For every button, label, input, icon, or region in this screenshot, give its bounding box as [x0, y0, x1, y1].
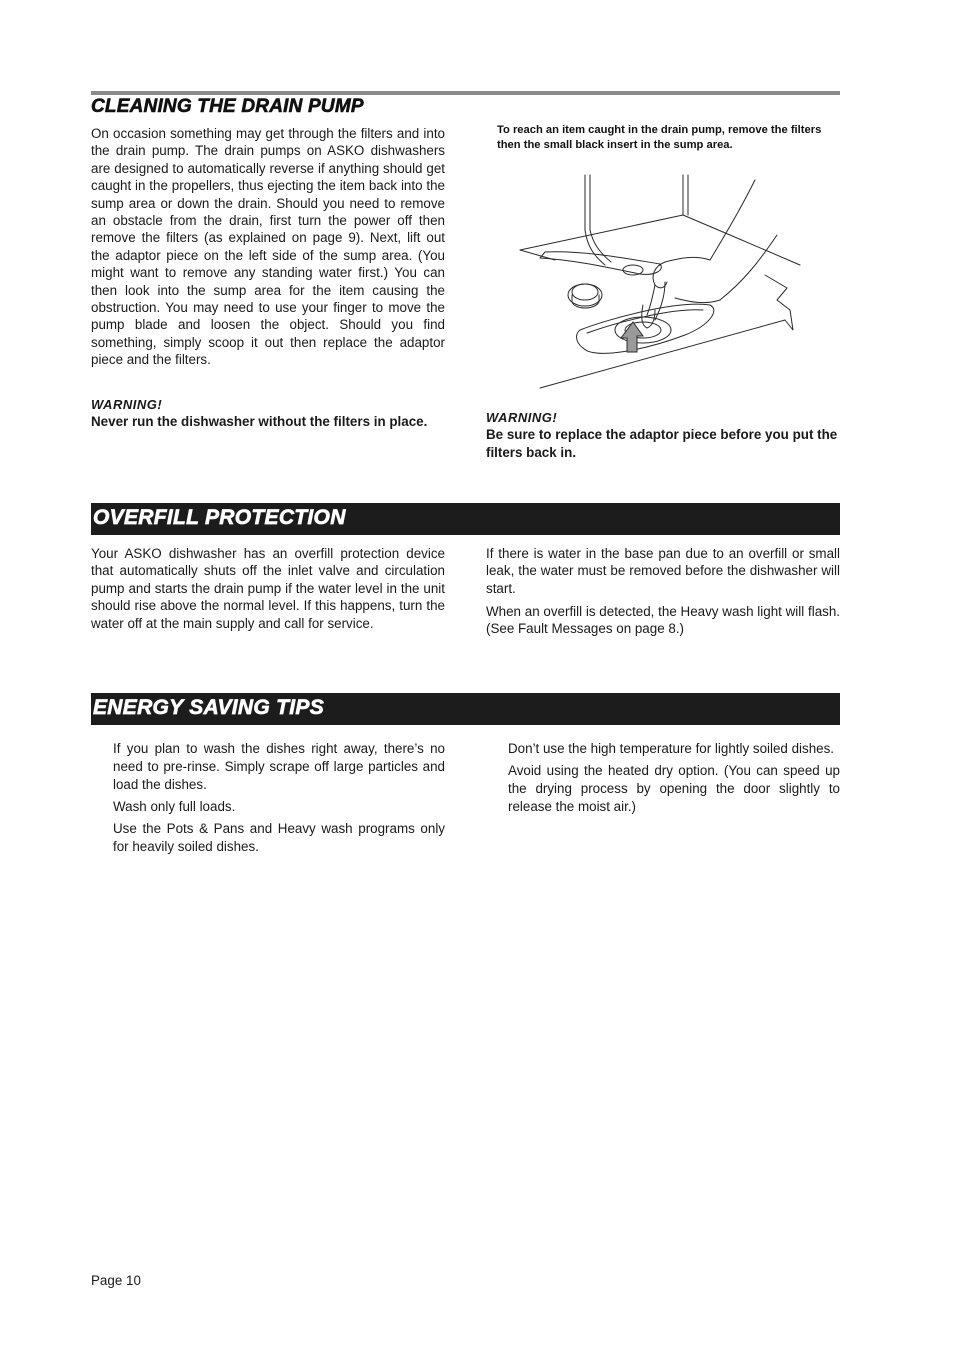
warning-right [486, 409, 840, 462]
top-rule [91, 91, 840, 95]
page-number: Page 10 [91, 1273, 141, 1288]
energy-tips-left [113, 740, 445, 860]
overfill-left-text: Your ASKO dishwasher has an overfill protection device that automatically shuts off the inlet valve and circulation pump and starts the drain pump if the water level in the unit should rise above the normal level. If this happens, turn the water off at the main supply and call for service. [91, 546, 445, 631]
warning-left-title: WARNING! [91, 397, 163, 412]
heading-bar-overfill [91, 503, 840, 535]
list-item: Use the Pots & Pans and Heavy wash programs only for heavily soiled dishes. [113, 821, 445, 854]
list-item: Wash only full loads. [113, 799, 236, 814]
warning-right-title: WARNING! [486, 410, 558, 425]
cleaning-body-text: On occasion something may get through the filters and into the drain pump. The drain pumps on ASKO dishwashers are designed to automatically reverse if anything should get caught in the propellers, thus ejecting the item back into the sump area or down the drain. Should you need to remove an obstacle from the drain, first turn the power off then remove the filters (as explained on page 9). Next, lift out the adaptor piece on the left side of the sump area. (You might want to remove any standing water first.) You can then look into the sump area for the item causing the obstruction. You may need to use your finger to move the pump blade and loosen the object. Should you find something, simply scoop it out then replace the adaptor piece and the filters. [91, 126, 445, 368]
warning-left [91, 396, 445, 431]
overfill-right-text-1: If there is water in the base pan due to an overfill or small leak, the water must be removed before the dishwasher will start. [486, 546, 840, 596]
list-item: Avoid using the heated dry option. (You can speed up the drying process by opening the door slightly to release the moist air.) [508, 763, 840, 814]
heading-overfill-protection: OVERFILL PROTECTION [93, 506, 346, 529]
heading-cleaning-drain-pump: CLEANING THE DRAIN PUMP [91, 96, 364, 117]
drain-pump-sump-illustration [515, 170, 815, 395]
heading-energy-saving-tips: ENERGY SAVING TIPS [93, 696, 325, 719]
list-item: Don’t use the high temperature for lightly soiled dishes. [508, 741, 835, 756]
energy-tips-right [508, 740, 840, 820]
overfill-right-text-2: When an overfill is detected, the Heavy wash light will flash. (See Fault Messages on page 8.) [486, 604, 840, 637]
warning-right-body: Be sure to replace the adaptor piece before you put the filters back in. [486, 427, 838, 460]
heading-bar-energy [91, 693, 840, 725]
warning-left-body: Never run the dishwasher without the filters in place. [91, 414, 428, 429]
list-item: If you plan to wash the dishes right away, there’s no need to pre-rinse. Simply scrape off large particles and load the dishes. [113, 741, 445, 792]
illustration-caption: To reach an item caught in the drain pump, remove the filters then the small black insert in the sump area. [497, 124, 822, 151]
